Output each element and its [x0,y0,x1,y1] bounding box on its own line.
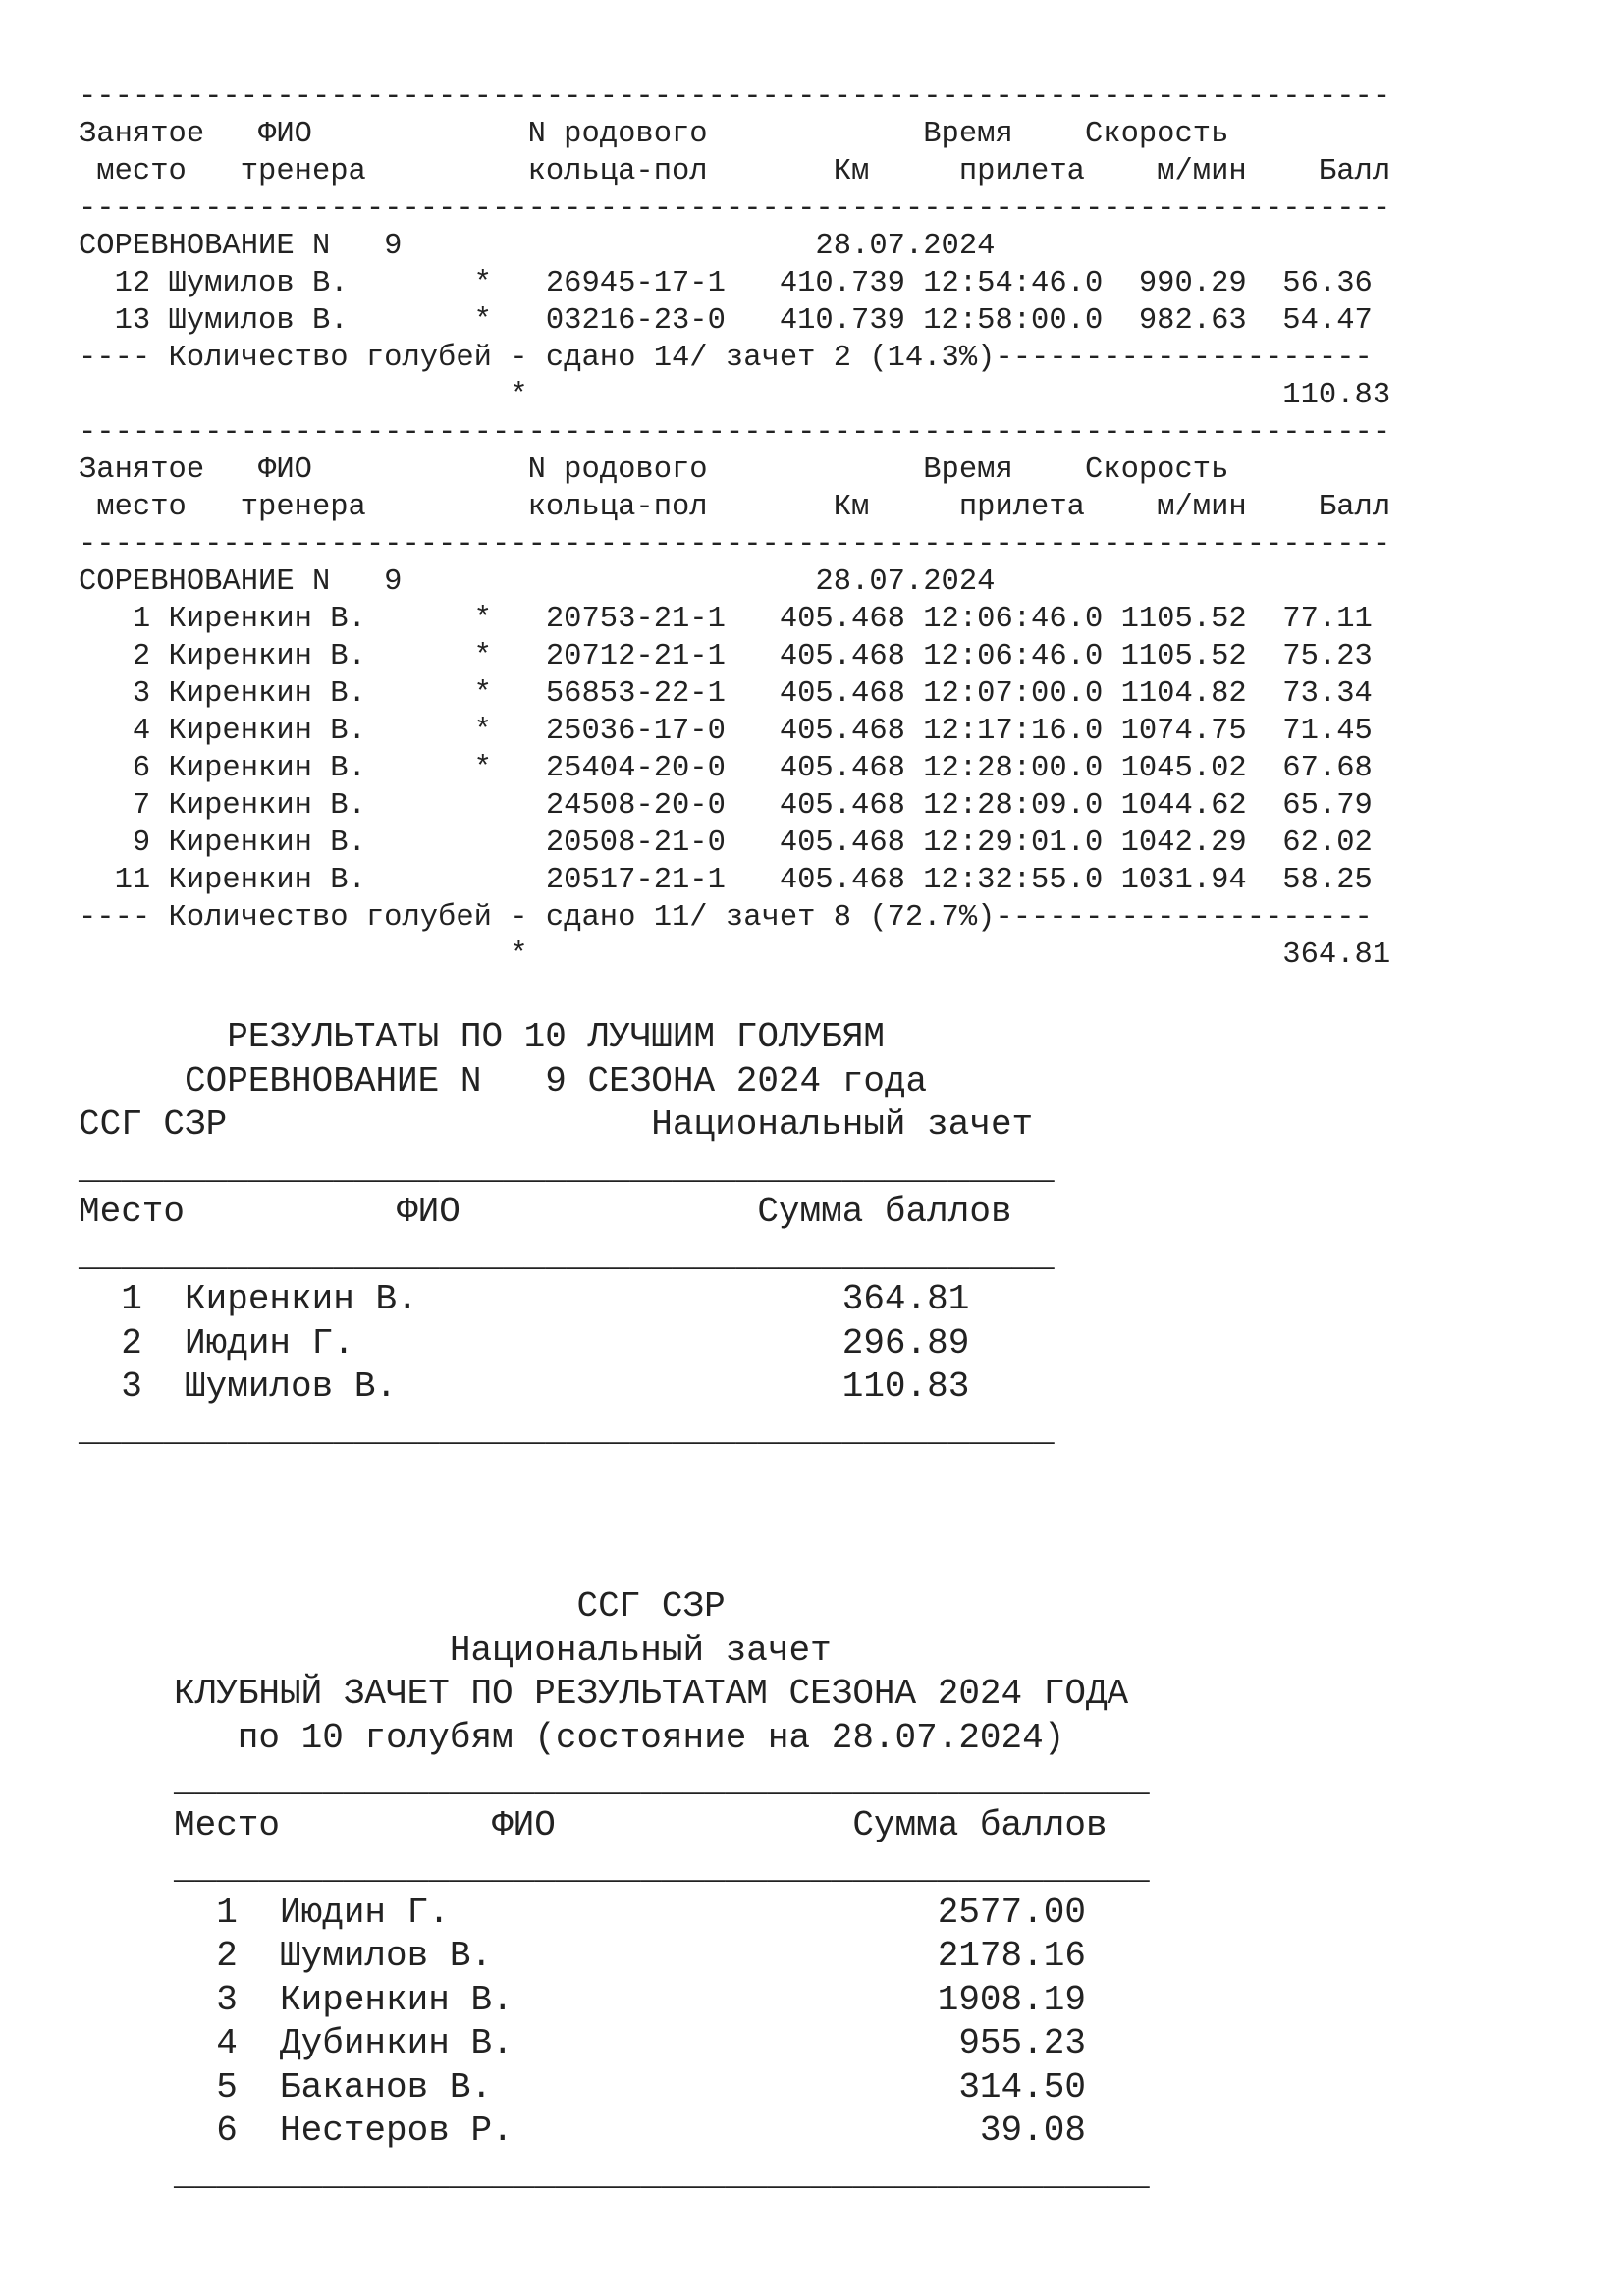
table-header: Место ФИО Сумма баллов [174,1804,1108,1845]
top10-results [79,1016,1055,1453]
season-category: Национальный зачет [174,1629,832,1671]
table-rule: ______________________________________________ [174,1848,1150,1889]
result-row: 1 Киренкин В. * 20753-21-1 405.468 12:06:46.0 1105.52 77.11 [79,603,1373,636]
column-header-line-2: место тренера кольца-пол Км прилета м/мин Балл [79,491,1391,524]
competition-title: СОРЕВНОВАНИЕ N 9 28.07.2024 [79,565,996,599]
report-separator: ------------------------------------------------------------------------- [79,80,1391,114]
season-subtitle: по 10 голубям (состояние на 28.07.2024) [174,1717,1065,1758]
season-title: КЛУБНЫЙ ЗАЧЕТ ПО РЕЗУЛЬТАТАМ СЕЗОНА 2024 ГОДА [174,1674,1129,1714]
table-rule: ______________________________________________ [79,1148,1055,1189]
report-separator: ------------------------------------------------------------------------- [79,528,1391,561]
result-row: 6 Киренкин В. * 25404-20-0 405.468 12:28:00.0 1045.02 67.68 [79,752,1373,785]
pigeon-count-summary: ---- Количество голубей - сдано 11/ зачет 8 (72.7%)--------------------- [79,901,1373,934]
points-total: * 110.83 [79,379,1391,412]
column-header-line-1: Занятое ФИО N родового Время Скорость [79,454,1229,487]
table-header: Место ФИО Сумма баллов [79,1192,1012,1232]
table-row: 3 Шумилов В. 110.83 [79,1366,970,1407]
table-row: 3 Киренкин В. 1908.19 [174,1979,1086,2020]
result-row: 2 Киренкин В. * 20712-21-1 405.468 12:06:46.0 1105.52 75.23 [79,640,1373,673]
top10-subtitle: СОРЕВНОВАНИЕ N 9 СЕЗОНА 2024 года [79,1060,928,1101]
table-row: 2 Шумилов В. 2178.16 [174,1936,1086,1976]
result-row: 3 Киренкин В. * 56853-22-1 405.468 12:07:00.0 1104.82 73.34 [79,677,1373,711]
report-separator: ------------------------------------------------------------------------- [79,416,1391,450]
points-total: * 364.81 [79,938,1391,972]
table-row: 6 Нестеров Р. 39.08 [174,2110,1086,2151]
column-header-line-1: Занятое ФИО N родового Время Скорость [79,118,1229,151]
result-row: 13 Шумилов В. * 03216-23-0 410.739 12:58:00.0 982.63 54.47 [79,304,1373,338]
race-results-report [79,79,1390,974]
result-row: 12 Шумилов В. * 26945-17-1 410.739 12:54:46.0 990.29 56.36 [79,267,1373,300]
result-row: 4 Киренкин В. * 25036-17-0 405.468 12:17:16.0 1074.75 71.45 [79,715,1373,748]
competition-title: СОРЕВНОВАНИЕ N 9 28.07.2024 [79,230,996,263]
table-rule: ______________________________________________ [79,1410,1055,1451]
table-rule: ______________________________________________ [79,1235,1055,1276]
pigeon-count-summary: ---- Количество голубей - сдано 14/ зачет 2 (14.3%)--------------------- [79,342,1373,375]
table-rule: ______________________________________________ [174,1761,1150,1801]
table-rule: ______________________________________________ [174,2154,1150,2195]
result-row: 7 Киренкин В. 24508-20-0 405.468 12:28:09.0 1044.62 65.79 [79,789,1373,823]
table-row: 1 Киренкин В. 364.81 [79,1279,970,1319]
column-header-line-2: место тренера кольца-пол Км прилета м/мин Балл [79,155,1391,188]
table-row: 4 Дубинкин В. 955.23 [174,2023,1086,2063]
table-row: 5 Баканов В. 314.50 [174,2066,1086,2108]
result-row: 11 Киренкин В. 20517-21-1 405.468 12:32:55.0 1031.94 58.25 [79,864,1373,897]
season-org: ССГ СЗР [174,1586,726,1627]
top10-org-line: ССГ СЗР Национальный зачет [79,1104,1034,1145]
season-standings [174,1585,1150,2197]
table-row: 2 Июдин Г. 296.89 [79,1322,970,1363]
result-row: 9 Киренкин В. 20508-21-0 405.468 12:29:01.0 1042.29 62.02 [79,827,1373,860]
table-row: 1 Июдин Г. 2577.00 [174,1892,1086,1933]
report-separator: ------------------------------------------------------------------------- [79,192,1391,226]
top10-title: РЕЗУЛЬТАТЫ ПО 10 ЛУЧШИМ ГОЛУБЯМ [79,1017,885,1057]
